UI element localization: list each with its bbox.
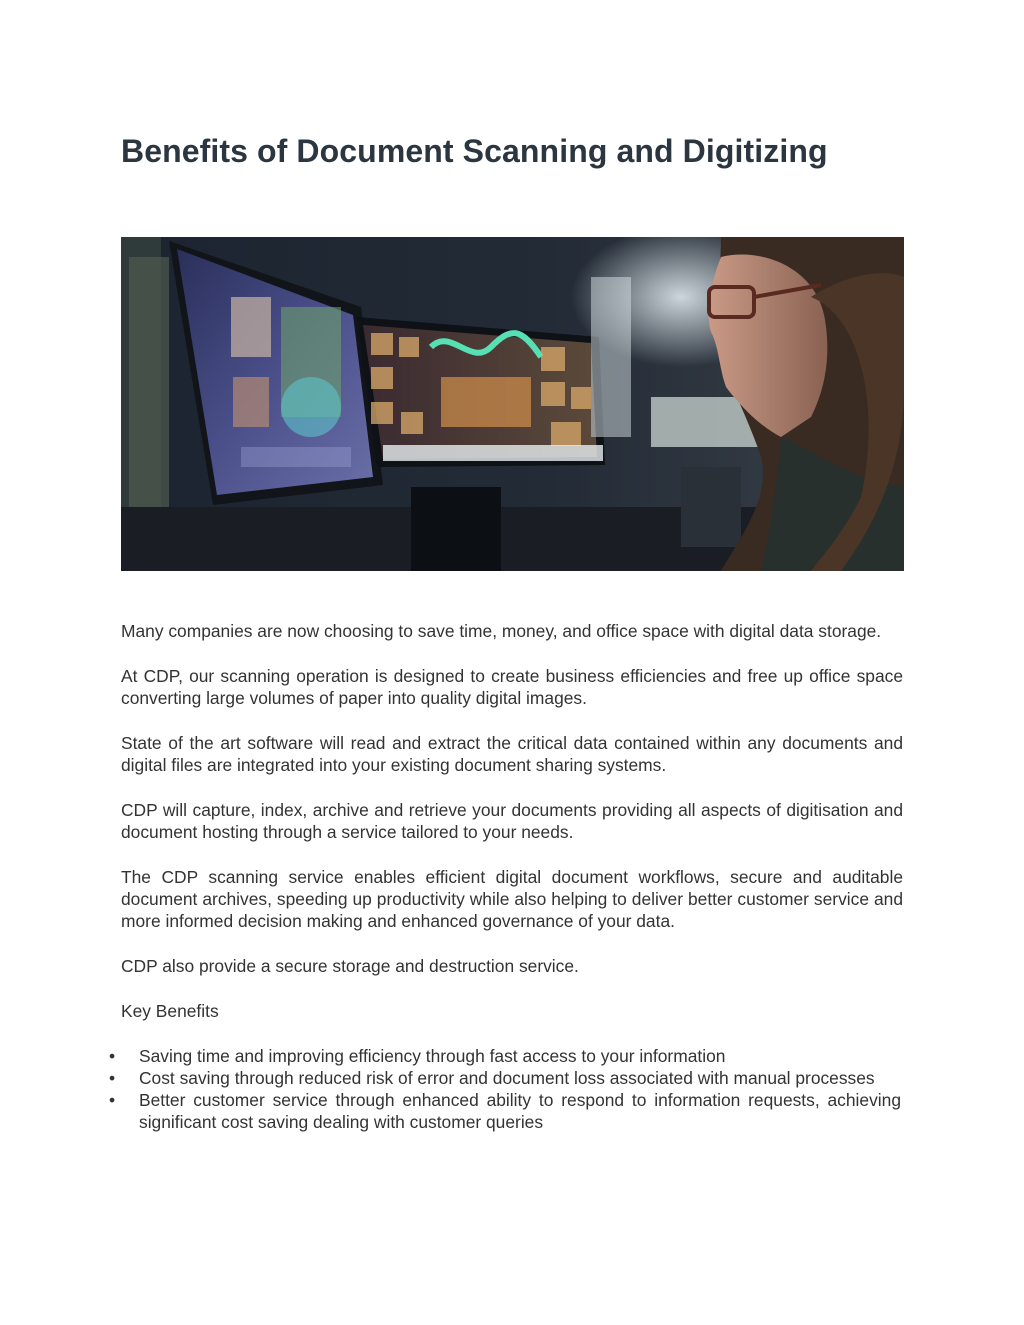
list-item-text: Saving time and improving efficiency through fast access to your information	[139, 1046, 726, 1066]
bullet-icon: •	[109, 1068, 116, 1088]
list-item	[109, 1089, 901, 1133]
paragraph-workflows: The CDP scanning service enables efficient digital document workflows, secure and auditable document archives, speeding up productivity while also helping to deliver better customer service and more informed decision making and enhanced governance of your data.	[121, 867, 903, 931]
list-item-text: Better customer service through enhanced ability to respond to information requests, achieving significant cost saving dealing with customer queries	[139, 1090, 901, 1132]
list-item	[109, 1045, 901, 1067]
body-text	[109, 620, 903, 1133]
list-item	[109, 1067, 901, 1089]
list-item-text: Cost saving through reduced risk of error and document loss associated with manual processes	[139, 1068, 875, 1088]
paragraph-storage: CDP also provide a secure storage and destruction service.	[121, 956, 579, 976]
paragraph-intro: Many companies are now choosing to save time, money, and office space with digital data storage.	[121, 621, 882, 641]
hero-image	[121, 237, 904, 571]
paragraph-capture: CDP will capture, index, archive and retrieve your documents providing all aspects of digitisation and document hosting through a service tailored to your needs.	[121, 800, 903, 842]
key-benefits-heading: Key Benefits	[121, 1001, 219, 1021]
paragraph-scanning-operation: At CDP, our scanning operation is designed to create business efficiencies and free up office space converting large volumes of paper into quality digital images.	[121, 666, 903, 708]
paragraph-software: State of the art software will read and extract the critical data contained within any documents and digital files are integrated into your existing document sharing systems.	[121, 733, 903, 775]
bullet-icon: •	[109, 1090, 116, 1110]
page-title: Benefits of Document Scanning and Digitizing	[121, 133, 828, 169]
bullet-icon: •	[109, 1046, 116, 1066]
key-benefits-list	[109, 1045, 901, 1133]
